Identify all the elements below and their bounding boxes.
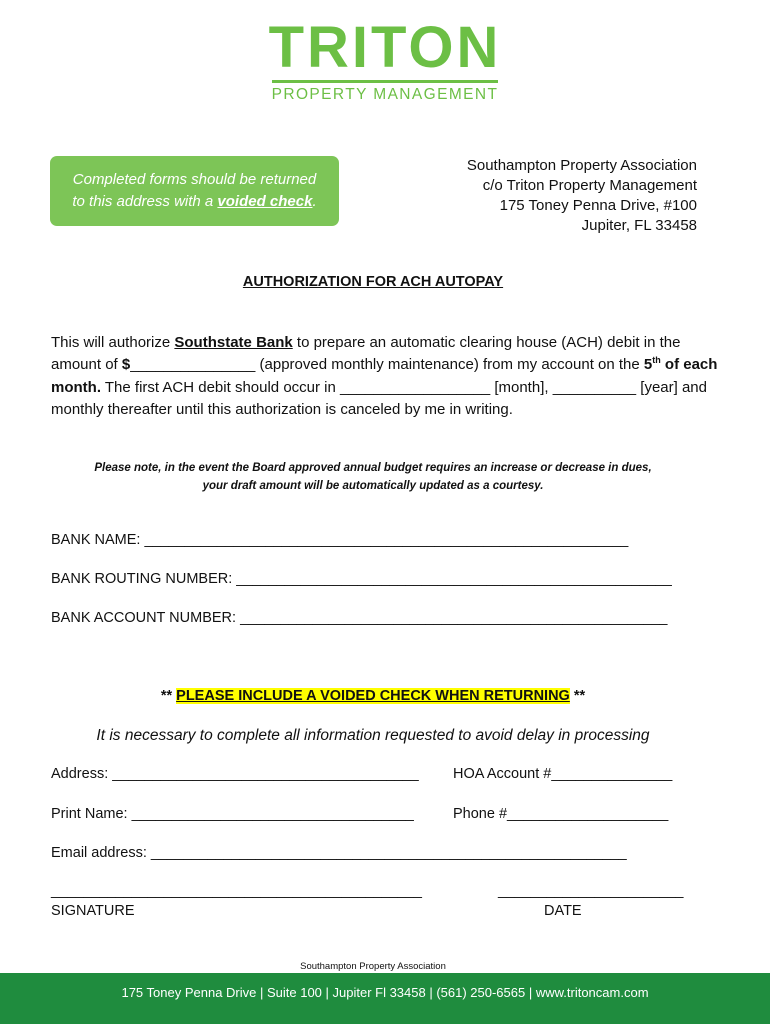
footer-association-name: Southampton Property Association: [300, 961, 446, 972]
callout-emphasis: voided check: [217, 193, 313, 210]
footer-contact-bar: 175 Toney Penna Drive | Suite 100 | Jupiter Fl 33458 | (561) 250-6565 | www.tritoncam.com: [0, 973, 770, 1024]
voided-stars-right: **: [569, 688, 586, 704]
bank-routing-field[interactable]: BANK ROUTING NUMBER: ______________________________________________________: [51, 571, 672, 587]
para-part-2: to prepare an automatic clearing house (ACH) debit in the amount of: [51, 334, 681, 374]
note-line-2: your draft amount will be automatically updated as a courtesy.: [202, 479, 544, 492]
signature-label: SIGNATURE: [51, 903, 135, 919]
print-name-field[interactable]: Print Name: ___________________________________: [51, 806, 414, 822]
note-line-1: Please note, in the event the Board approved annual budget requires an increase or decrease in dues,: [94, 462, 652, 474]
logo-divider: [272, 80, 498, 83]
debit-day-suffix: th: [652, 355, 661, 366]
logo-subtitle: PROPERTY MANAGEMENT: [271, 86, 499, 103]
callout-line-2: [50, 191, 339, 213]
logo-title: TRITON: [268, 15, 502, 80]
callout-prefix: to this address with a: [72, 193, 218, 210]
hoa-account-field[interactable]: HOA Account #_______________: [453, 766, 673, 782]
authorization-paragraph: [51, 332, 731, 421]
amount-symbol: $: [121, 356, 131, 374]
phone-field[interactable]: Phone #____________________: [453, 806, 669, 822]
para-part-4: The first ACH debit should occur in __________________ [month], __________ [year] and monthly thereafter until this authorization is canceled by me in writing.: [51, 378, 707, 418]
budget-note: [0, 460, 746, 495]
signature-line[interactable]: ______________________________________________: [51, 883, 422, 899]
address-field[interactable]: Address: ______________________________________: [51, 766, 419, 782]
bank-account-field[interactable]: BANK ACCOUNT NUMBER: _____________________________________________________: [51, 610, 668, 626]
address-line-3: 175 Toney Penna Drive, #100: [499, 197, 697, 214]
date-label: DATE: [544, 903, 582, 919]
voided-check-text: PLEASE INCLUDE A VOIDED CHECK WHEN RETURNING: [176, 688, 570, 704]
callout-suffix: .: [312, 193, 317, 210]
return-instructions-callout: [50, 156, 339, 226]
completion-notice: It is necessary to complete all information requested to avoid delay in processing: [96, 727, 650, 744]
date-line[interactable]: _______________________: [498, 883, 684, 899]
return-address: [467, 156, 697, 236]
debit-day-text: of each month.: [51, 356, 718, 396]
address-line-2: c/o Triton Property Management: [482, 177, 697, 194]
debit-day-number: 5: [643, 356, 653, 374]
voided-check-notice: [0, 688, 746, 704]
address-line-1: Southampton Property Association: [466, 157, 697, 174]
callout-line-1: Completed forms should be returned: [72, 171, 317, 188]
bank-name-field[interactable]: BANK NAME: ____________________________________________________________: [51, 532, 629, 548]
voided-stars-left: **: [160, 688, 177, 704]
address-line-4: Jupiter, FL 33458: [581, 217, 697, 234]
form-heading: AUTHORIZATION FOR ACH AUTOPAY: [242, 274, 504, 290]
email-field[interactable]: Email address: ___________________________________________________________: [51, 845, 627, 861]
para-part-1: This will authorize: [51, 334, 175, 351]
para-part-3: _______________ (approved monthly maintenance) from my account on the: [130, 356, 644, 374]
bank-name-emphasis: Southstate Bank: [174, 334, 293, 351]
